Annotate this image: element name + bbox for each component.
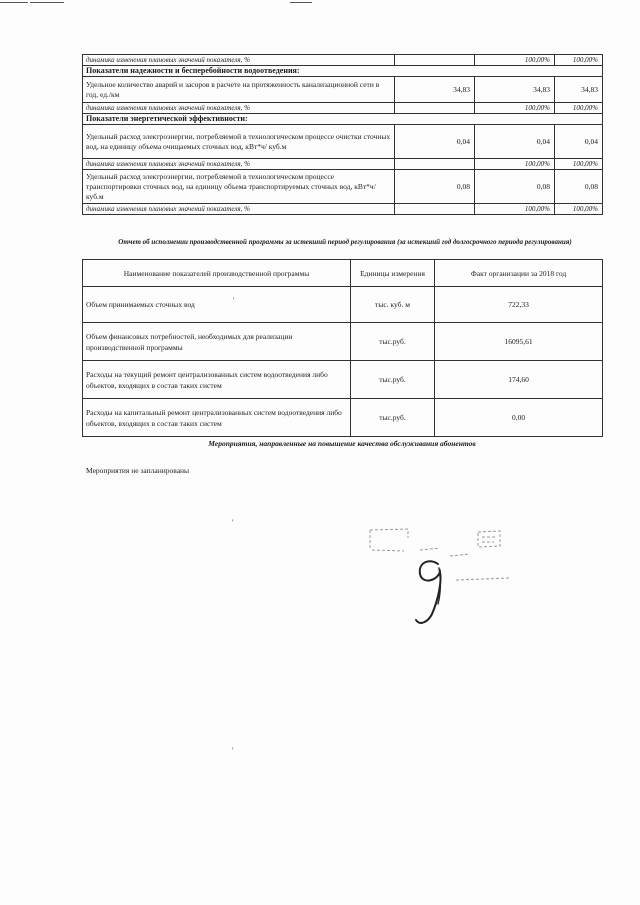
cell-value: 0,08 [475, 170, 555, 204]
unit: тыс.руб. [351, 323, 435, 361]
cell-value [395, 204, 475, 215]
section-row [83, 114, 603, 125]
cell-value [395, 103, 475, 114]
cell-value: 100,00% [555, 103, 603, 114]
cell-value [395, 55, 475, 66]
cell-value: 100,00% [475, 159, 555, 170]
indicator-name: Объем принимаемых сточных вод [83, 287, 351, 323]
section-row [83, 66, 603, 77]
handwritten-signature [408, 552, 454, 630]
cell-value: 100,00% [555, 204, 603, 215]
cell-value: 100,00% [555, 55, 603, 66]
cell-value: 100,00% [475, 204, 555, 215]
row-label: Удельный расход электроэнергии, потребляемой в технологическом процессе транспортировки сточных вод, на единицу объема транспортируемых сточных вод, кВт*ч/ куб.м [83, 170, 395, 204]
cell-value: 0,08 [395, 170, 475, 204]
row-label: динамика изменения плановых значений показателя, % [83, 204, 395, 215]
dynamics-row [83, 204, 603, 215]
row-label: Удельное количество аварий и засоров в расчете на протяженность канализационной сети в год, ед./км [83, 77, 395, 103]
column-header: Факт организации за 2018 год [435, 260, 603, 287]
column-header: Наименование показателей производственной программы [83, 260, 351, 287]
row-label: динамика изменения плановых значений показателя, % [83, 159, 395, 170]
fact-value: 722,33 [435, 287, 603, 323]
fact-value: 16095,61 [435, 323, 603, 361]
table-row [83, 399, 603, 437]
section-heading: Показатели надежности и бесперебойности водоотведения: [83, 66, 603, 77]
cell-value: 34,83 [475, 77, 555, 103]
indicator-name: Расходы на капитальный ремонт централизованных систем водоотведения либо объектов, входящих в состав таких систем [83, 399, 351, 437]
cell-value [395, 159, 475, 170]
cell-value: 0,04 [555, 125, 603, 159]
cell-value: 100,00% [555, 159, 603, 170]
column-header: Единицы измерения [351, 260, 435, 287]
cell-value: 0,08 [555, 170, 603, 204]
value-row [83, 125, 603, 159]
table-row [83, 361, 603, 399]
scan-speck: ' [233, 296, 235, 305]
indicators-table [82, 54, 603, 215]
indicator-name: Расходы на текущий ремонт централизованных систем водоотведения либо объектов, входящих в состав таких систем [83, 361, 351, 399]
section-heading: Показатели энергетической эффективности: [83, 114, 603, 125]
scan-speck: ' [232, 518, 234, 527]
cell-value: 34,83 [395, 77, 475, 103]
value-row [83, 77, 603, 103]
row-label: динамика изменения плановых значений показателя, % [83, 55, 395, 66]
scan-artifact-line [290, 2, 312, 3]
table-row [83, 323, 603, 361]
cell-value: 100,00% [475, 103, 555, 114]
dynamics-row [83, 159, 603, 170]
cell-value: 34,83 [555, 77, 603, 103]
report-title: Отчет об исполнении производственной программы за истекший период регулирования (за истекший год долгосрочного периода регулирования) [118, 238, 572, 246]
table-header-row [83, 260, 603, 287]
unit: тыс. куб. м [351, 287, 435, 323]
row-label: Удельный расход электроэнергии, потребляемой в технологическом процессе очистки сточных вод, на единицу объема очищаемых сточных вод, кВт*ч/ куб.м [83, 125, 395, 159]
cell-value: 0,04 [475, 125, 555, 159]
cell-value: 0,04 [395, 125, 475, 159]
scan-artifact-line [0, 2, 28, 3]
unit: тыс.руб. [351, 399, 435, 437]
measures-title: Мероприятия, направленные на повышение качества обслуживания абонентов [208, 439, 476, 448]
fact-value: 0,00 [435, 399, 603, 437]
fact-value: 174,60 [435, 361, 603, 399]
table-row [83, 287, 603, 323]
dynamics-row [83, 103, 603, 114]
row-label: динамика изменения плановых значений показателя, % [83, 103, 395, 114]
cell-value: 100,00% [475, 55, 555, 66]
production-program-table [82, 259, 603, 437]
measures-text: Мероприятия не запланированы [86, 466, 190, 475]
value-row [83, 170, 603, 204]
dynamics-row [83, 55, 603, 66]
scan-speck: ' [232, 746, 234, 755]
unit: тыс.руб. [351, 361, 435, 399]
indicator-name: Объем финансовых потребностей, необходимых для реализации производственной программы [83, 323, 351, 361]
scan-artifact-line [30, 2, 64, 3]
